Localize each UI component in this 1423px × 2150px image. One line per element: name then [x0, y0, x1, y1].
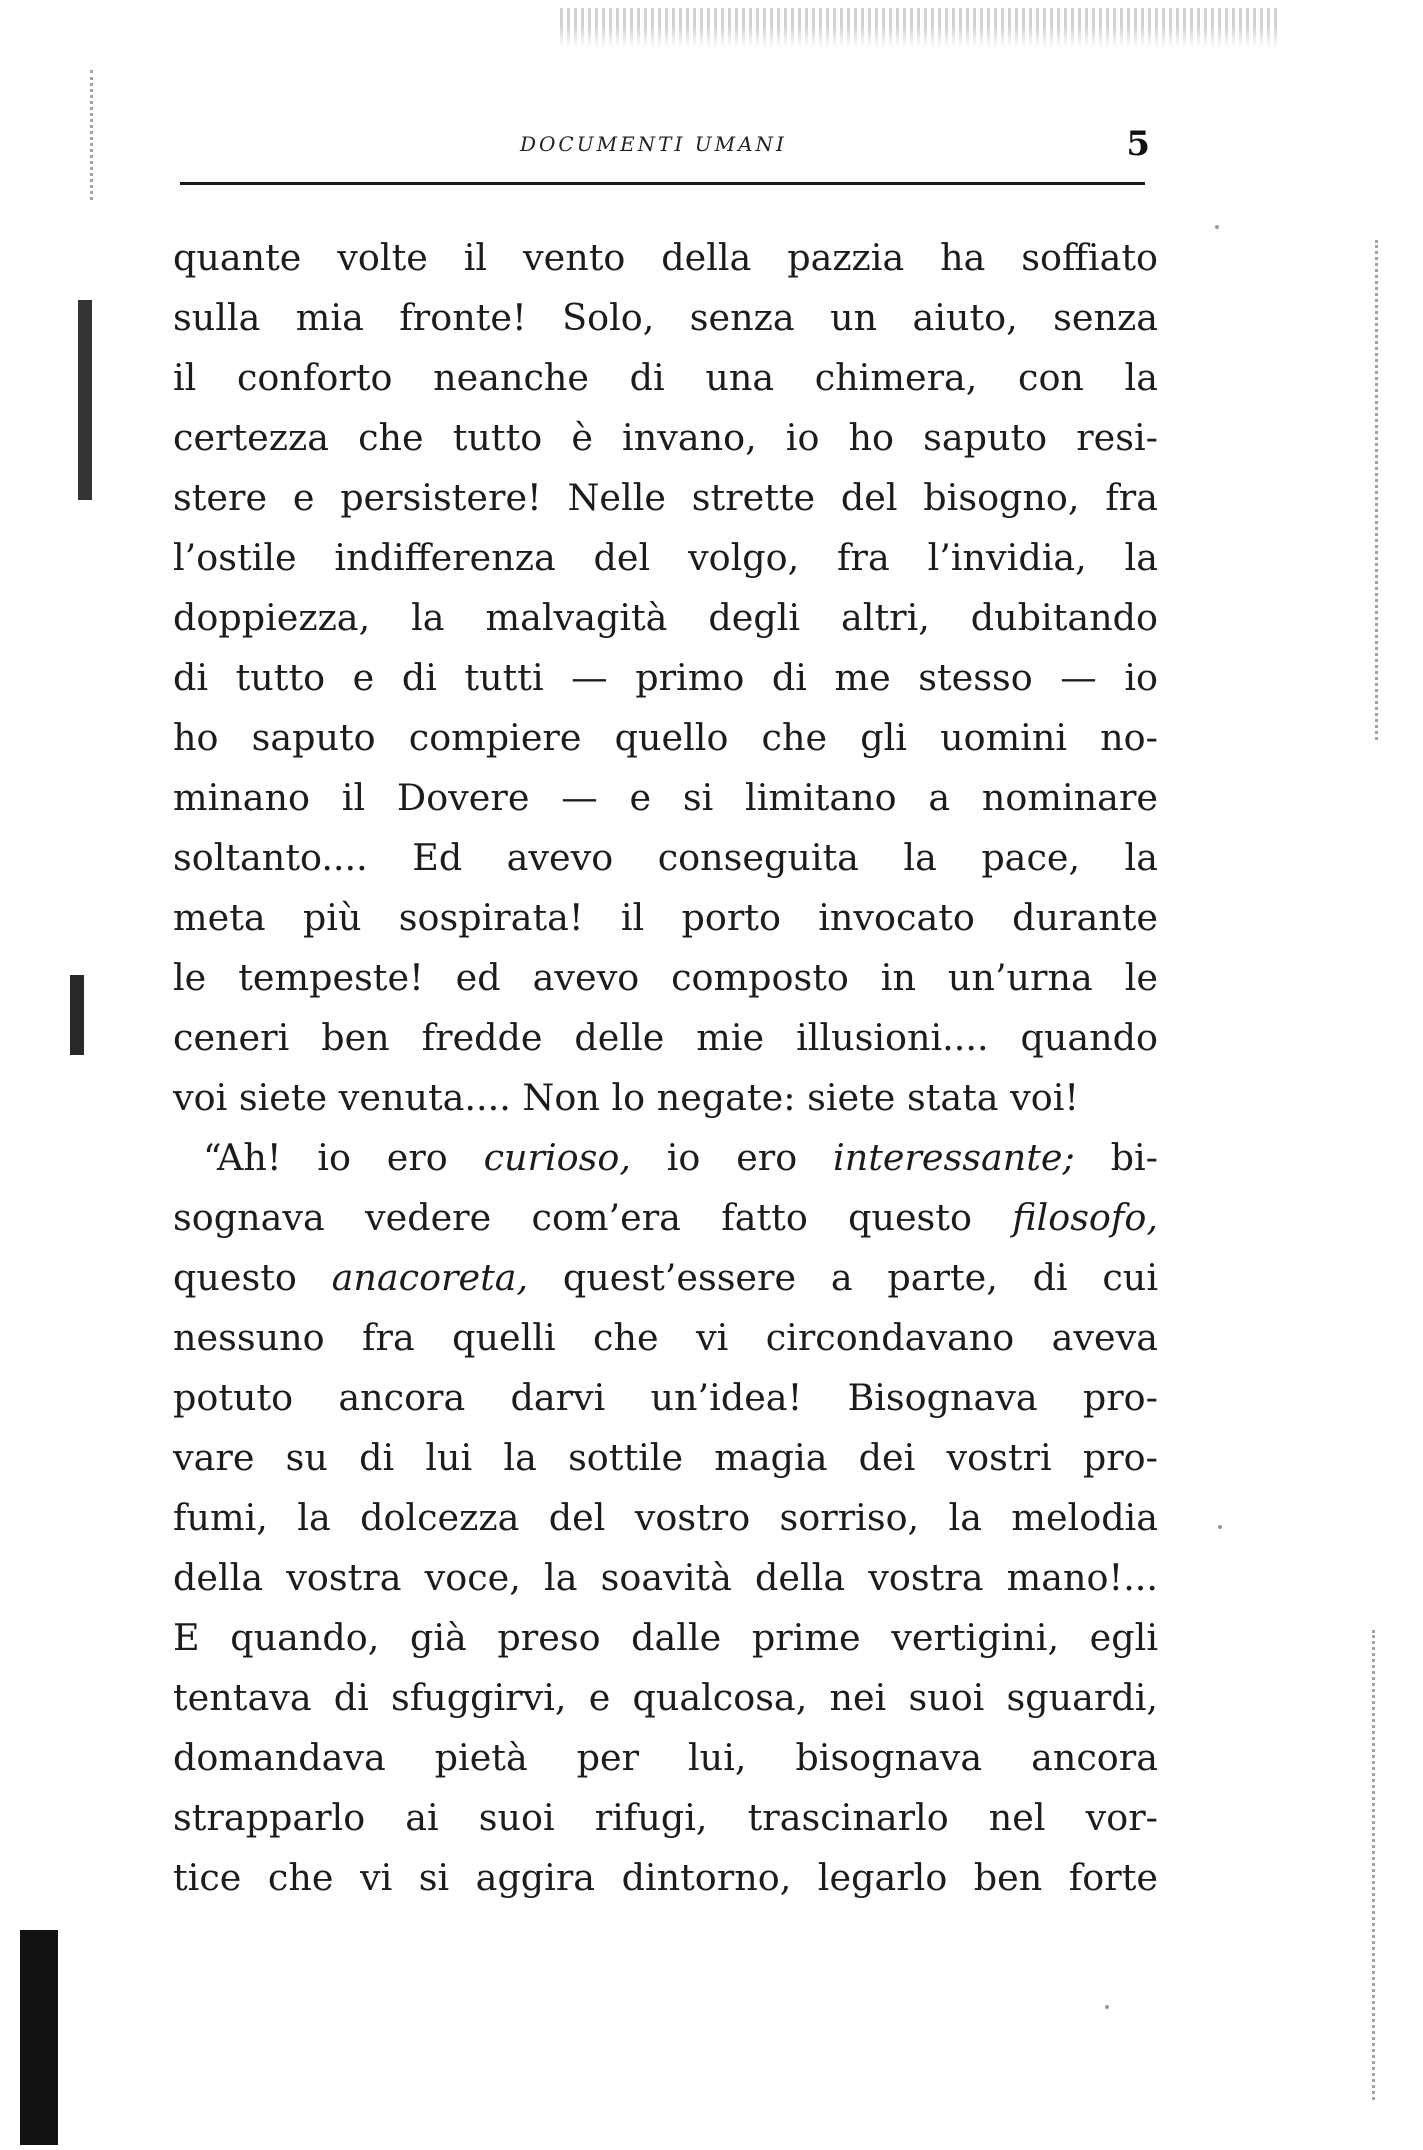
text-line: fumi, la dolcezza del vostro sorriso, la melodia: [173, 1496, 1158, 1539]
text-line: sulla mia fronte! Solo, senza un aiuto, senza: [173, 296, 1158, 339]
text-line: stere e persistere! Nelle strette del bisogno, fra: [173, 476, 1158, 519]
text-line: tice che vi si aggira dintorno, legarlo ben forte: [173, 1856, 1158, 1899]
text-line: doppiezza, la malvagità degli altri, dubitando: [173, 596, 1158, 639]
binding-dots-2: [1375, 240, 1392, 740]
text-line: della vostra voce, la soavità della vostra mano!...: [173, 1556, 1158, 1599]
text-line: il conforto neanche di una chimera, con la: [173, 356, 1158, 399]
text-line: E quando, già preso dalle prime vertigini, egli: [173, 1616, 1158, 1659]
text-line: minano il Dovere — e si limitano a nominare: [173, 776, 1158, 819]
margin-speck: [1215, 225, 1219, 229]
italic-word: curioso,: [483, 1136, 631, 1179]
text-line: tentava di sfuggirvi, e qualcosa, nei suoi sguardi,: [173, 1676, 1158, 1719]
text-line: ceneri ben fredde delle mie illusioni.... quando: [173, 1016, 1158, 1059]
text-line: [173, 1188, 1158, 1248]
binding-dots-1: [90, 70, 107, 200]
text-line-paragraph-start: [173, 1128, 1158, 1188]
text-line: quante volte il vento della pazzia ha soffiato: [173, 236, 1158, 279]
text-line: vare su di lui la sottile magia dei vostri pro-: [173, 1436, 1158, 1479]
margin-speck: [1105, 2005, 1109, 2009]
text-line-paragraph-end: voi siete venuta.... Non lo negate: siete stata voi!: [173, 1076, 1080, 1119]
margin-speck: [1218, 1525, 1222, 1529]
text-line: le tempeste! ed avevo composto in un’urna le: [173, 956, 1158, 999]
running-head: [180, 124, 1160, 168]
italic-word: filosofo,: [1012, 1196, 1158, 1239]
text-line: soltanto.... Ed avevo conseguita la pace, la: [173, 836, 1158, 879]
italic-word: anacoreta,: [331, 1256, 529, 1299]
text-span: “Ah! io ero: [203, 1136, 484, 1179]
text-span: sognava vedere com’era fatto questo: [173, 1196, 1013, 1239]
body-text: [173, 228, 1158, 1908]
binding-dots-3: [1372, 1630, 1389, 2100]
text-line: strapparlo ai suoi rifugi, trascinarlo nel vor-: [173, 1796, 1158, 1839]
header-rule: [180, 182, 1145, 185]
text-line: nessuno fra quelli che vi circondavano aveva: [173, 1316, 1158, 1359]
text-span: bi-: [1074, 1136, 1159, 1179]
running-title: DOCUMENTI UMANI: [520, 132, 787, 156]
text-span: quest’essere a parte, di cui: [528, 1256, 1158, 1299]
text-line: di tutto e di tutti — primo di me stesso — io: [173, 656, 1158, 699]
text-line: certezza che tutto è invano, io ho saputo resi-: [173, 416, 1158, 459]
text-line: domandava pietà per lui, bisognava ancora: [173, 1736, 1158, 1779]
text-line: [173, 1248, 1158, 1308]
page-number: 5: [1126, 124, 1150, 164]
text-line: ho saputo compiere quello che gli uomini no-: [173, 716, 1158, 759]
text-line: meta più sospirata! il porto invocato durante: [173, 896, 1158, 939]
text-span: io ero: [630, 1136, 834, 1179]
italic-word: interessante;: [833, 1136, 1075, 1179]
binding-mark-1: [78, 300, 92, 500]
text-span: questo: [173, 1256, 332, 1299]
binding-mark-3: [20, 1930, 58, 2145]
scan-noise-top: [560, 8, 1280, 48]
text-line: l’ostile indifferenza del volgo, fra l’invidia, la: [173, 536, 1158, 579]
text-line: potuto ancora darvi un’idea! Bisognava pro-: [173, 1376, 1158, 1419]
binding-mark-2: [70, 975, 84, 1055]
